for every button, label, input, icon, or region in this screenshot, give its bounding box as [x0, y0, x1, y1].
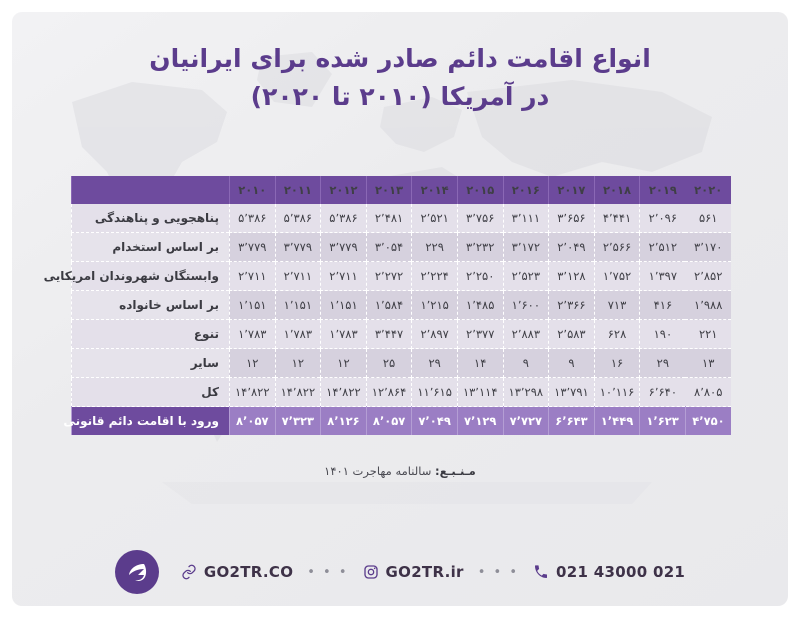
table-body: [43, 204, 731, 435]
cell-value: ۱۴٬۸۲۲: [275, 378, 321, 407]
cell-value: ۲۵: [366, 349, 412, 378]
year-header: ۲۰۱۳: [366, 176, 412, 204]
residency-table: [43, 176, 731, 435]
cell-value: ۸٬۰۵۷: [229, 407, 275, 436]
row-label: پناهجویی و پناهندگی: [71, 204, 229, 233]
cell-value: ۵٬۳۸۶: [229, 204, 275, 233]
cell-value: ۵٬۳۸۶: [321, 204, 367, 233]
phone-icon: [533, 564, 549, 580]
cell-value: ۱٬۷۸۳: [229, 320, 275, 349]
row-label: کل: [71, 378, 229, 407]
year-header: ۲۰۱۱: [275, 176, 321, 204]
table-row: [71, 320, 731, 349]
cell-value: ۲٬۰۴۹: [549, 233, 595, 262]
footer-instagram-text: GO2TR.ir: [385, 563, 464, 581]
cell-value: ۲٬۳۶۶: [549, 291, 595, 320]
cell-value: ۷٬۰۴۹: [412, 407, 458, 436]
cell-value: ۷۱۳: [594, 291, 640, 320]
cell-value: ۱۲٬۸۶۴: [366, 378, 412, 407]
row-label: سایر: [71, 349, 229, 378]
cell-value: ۲٬۲۷۲: [366, 262, 412, 291]
footer-website-text: GO2TR.CO: [203, 563, 294, 581]
cell-value: ۲٬۷۱۱: [229, 262, 275, 291]
footer-phone-text: 021 43000 021: [556, 563, 686, 581]
cell-value: ۲٬۳۷۷: [457, 320, 503, 349]
cell-value: ۲۲۱: [685, 320, 731, 349]
cell-value: ۲٬۷۱۱: [321, 262, 367, 291]
cell-value: ۶٬۶۴۳: [549, 407, 595, 436]
row-label: بر اساس استخدام: [71, 233, 229, 262]
table-row: [71, 233, 731, 262]
cell-value: ۲٬۷۱۱: [275, 262, 321, 291]
year-header: ۲۰۱۷: [549, 176, 595, 204]
cell-value: ۲۹: [640, 349, 686, 378]
cell-value: ۳٬۷۵۶: [457, 204, 503, 233]
link-icon: [181, 564, 197, 580]
cell-value: ۵٬۳۸۶: [275, 204, 321, 233]
cell-value: ۱٬۵۸۴: [366, 291, 412, 320]
cell-value: ۳٬۶۵۶: [549, 204, 595, 233]
data-table-container: [43, 176, 731, 435]
instagram-icon: [363, 564, 379, 580]
cell-value: ۳٬۱۲۸: [549, 262, 595, 291]
category-header: [71, 176, 229, 204]
cell-value: ۱٬۱۵۱: [229, 291, 275, 320]
cell-value: ۶٬۶۴۰: [640, 378, 686, 407]
page-title: [12, 40, 788, 115]
cell-value: ۲٬۴۸۱: [366, 204, 412, 233]
cell-value: ۱٬۷۸۳: [321, 320, 367, 349]
year-header: ۲۰۱۵: [457, 176, 503, 204]
cell-value: ۲٬۲۵۰: [457, 262, 503, 291]
source-note: [12, 464, 788, 478]
cell-value: ۳٬۱۷۰: [685, 233, 731, 262]
cell-value: ۲٬۵۱۲: [640, 233, 686, 262]
cell-value: ۱٬۲۱۵: [412, 291, 458, 320]
cell-value: ۱٬۷۵۲: [594, 262, 640, 291]
cell-value: ۶۲۸: [594, 320, 640, 349]
cell-value: ۱٬۴۸۵: [457, 291, 503, 320]
table-row: [71, 291, 731, 320]
year-header: ۲۰۱۶: [503, 176, 549, 204]
row-label: وابستگان شهروندان امریکایی: [71, 262, 229, 291]
year-header: ۲۰۱۲: [321, 176, 367, 204]
table-head: [71, 176, 731, 204]
cell-value: ۲٬۸۸۳: [503, 320, 549, 349]
year-header: ۲۰۲۰: [685, 176, 731, 204]
cell-value: ۱۴: [457, 349, 503, 378]
cell-value: ۱۲: [321, 349, 367, 378]
year-header: ۲۰۱۹: [640, 176, 686, 204]
cell-value: ۲٬۵۲۱: [412, 204, 458, 233]
cell-value: ۱۲: [229, 349, 275, 378]
cell-value: ۱۶: [594, 349, 640, 378]
cell-value: ۱۴٬۸۲۲: [229, 378, 275, 407]
cell-value: ۳٬۴۴۷: [366, 320, 412, 349]
title-line-2: در آمریکا (۲۰۱۰ تا ۲۰۲۰): [250, 81, 550, 111]
cell-value: ۱۳٬۲۹۸: [503, 378, 549, 407]
poster-frame: [12, 12, 788, 606]
cell-value: ۱٬۳۹۷: [640, 262, 686, 291]
row-label: تنوع: [71, 320, 229, 349]
table-total-row: [71, 407, 731, 436]
footer-separator-2: • • •: [477, 564, 520, 580]
cell-value: ۲٬۸۵۲: [685, 262, 731, 291]
cell-value: ۱٬۷۸۳: [275, 320, 321, 349]
row-label: بر اساس خانواده: [71, 291, 229, 320]
cell-value: ۲٬۵۸۳: [549, 320, 595, 349]
go2tr-logo-icon: [115, 550, 159, 594]
cell-value: ۱٬۴۴۹: [594, 407, 640, 436]
cell-value: ۲٬۰۹۶: [640, 204, 686, 233]
cell-value: ۷٬۱۲۹: [457, 407, 503, 436]
cell-value: ۷٬۳۲۳: [275, 407, 321, 436]
cell-value: ۲٬۲۲۴: [412, 262, 458, 291]
cell-value: ۱۴٬۸۲۲: [321, 378, 367, 407]
cell-value: ۱۹۰: [640, 320, 686, 349]
cell-value: ۱٬۶۰۰: [503, 291, 549, 320]
footer-bar: [12, 542, 788, 602]
footer-instagram[interactable]: [363, 563, 464, 581]
cell-value: ۹: [503, 349, 549, 378]
cell-value: ۳٬۲۳۲: [457, 233, 503, 262]
footer-website[interactable]: [181, 563, 293, 581]
year-header: ۲۰۱۸: [594, 176, 640, 204]
year-header: ۲۰۱۴: [412, 176, 458, 204]
cell-value: ۱۲: [275, 349, 321, 378]
cell-value: ۸٬۰۵۷: [366, 407, 412, 436]
cell-value: ۱۳٬۷۹۱: [549, 378, 595, 407]
cell-value: ۹: [549, 349, 595, 378]
cell-value: ۱٬۶۲۳: [640, 407, 686, 436]
table-row: [71, 349, 731, 378]
source-text: سالنامه مهاجرت ۱۴۰۱: [324, 464, 432, 478]
cell-value: ۷٬۷۲۷: [503, 407, 549, 436]
cell-value: ۴٬۴۴۱: [594, 204, 640, 233]
cell-value: ۱٬۹۸۸: [685, 291, 731, 320]
cell-value: ۱۳٬۱۱۴: [457, 378, 503, 407]
cell-value: ۲۹: [412, 349, 458, 378]
cell-value: ۱۳: [685, 349, 731, 378]
table-row: [71, 378, 731, 407]
header-row: [71, 176, 731, 204]
cell-value: ۴٬۷۵۰: [685, 407, 731, 436]
cell-value: ۳٬۷۷۹: [321, 233, 367, 262]
cell-value: ۱۰٬۱۱۶: [594, 378, 640, 407]
cell-value: ۲۲۹: [412, 233, 458, 262]
source-label: مـنـبـع:: [435, 464, 476, 478]
cell-value: ۳٬۰۵۴: [366, 233, 412, 262]
cell-value: ۱٬۱۵۱: [321, 291, 367, 320]
cell-value: ۳٬۱۱۱: [503, 204, 549, 233]
table-row: [71, 204, 731, 233]
table-row: [71, 262, 731, 291]
cell-value: ۵۶۱: [685, 204, 731, 233]
cell-value: ۲٬۸۹۷: [412, 320, 458, 349]
cell-value: ۱۱٬۶۱۵: [412, 378, 458, 407]
cell-value: ۳٬۷۷۹: [275, 233, 321, 262]
cell-value: ۴۱۶: [640, 291, 686, 320]
row-label: ورود با اقامت دائم قانونی: [71, 407, 229, 436]
title-line-1: انواع اقامت دائم صادر شده برای ایرانیان: [149, 44, 651, 73]
year-header: ۲۰۱۰: [229, 176, 275, 204]
footer-phone[interactable]: [533, 563, 685, 581]
cell-value: ۲٬۵۲۳: [503, 262, 549, 291]
cell-value: ۸٬۱۲۶: [321, 407, 367, 436]
cell-value: ۳٬۱۷۲: [503, 233, 549, 262]
cell-value: ۳٬۷۷۹: [229, 233, 275, 262]
footer-separator-1: • • •: [307, 564, 349, 580]
cell-value: ۱٬۱۵۱: [275, 291, 321, 320]
cell-value: ۲٬۵۶۶: [594, 233, 640, 262]
cell-value: ۸٬۸۰۵: [685, 378, 731, 407]
